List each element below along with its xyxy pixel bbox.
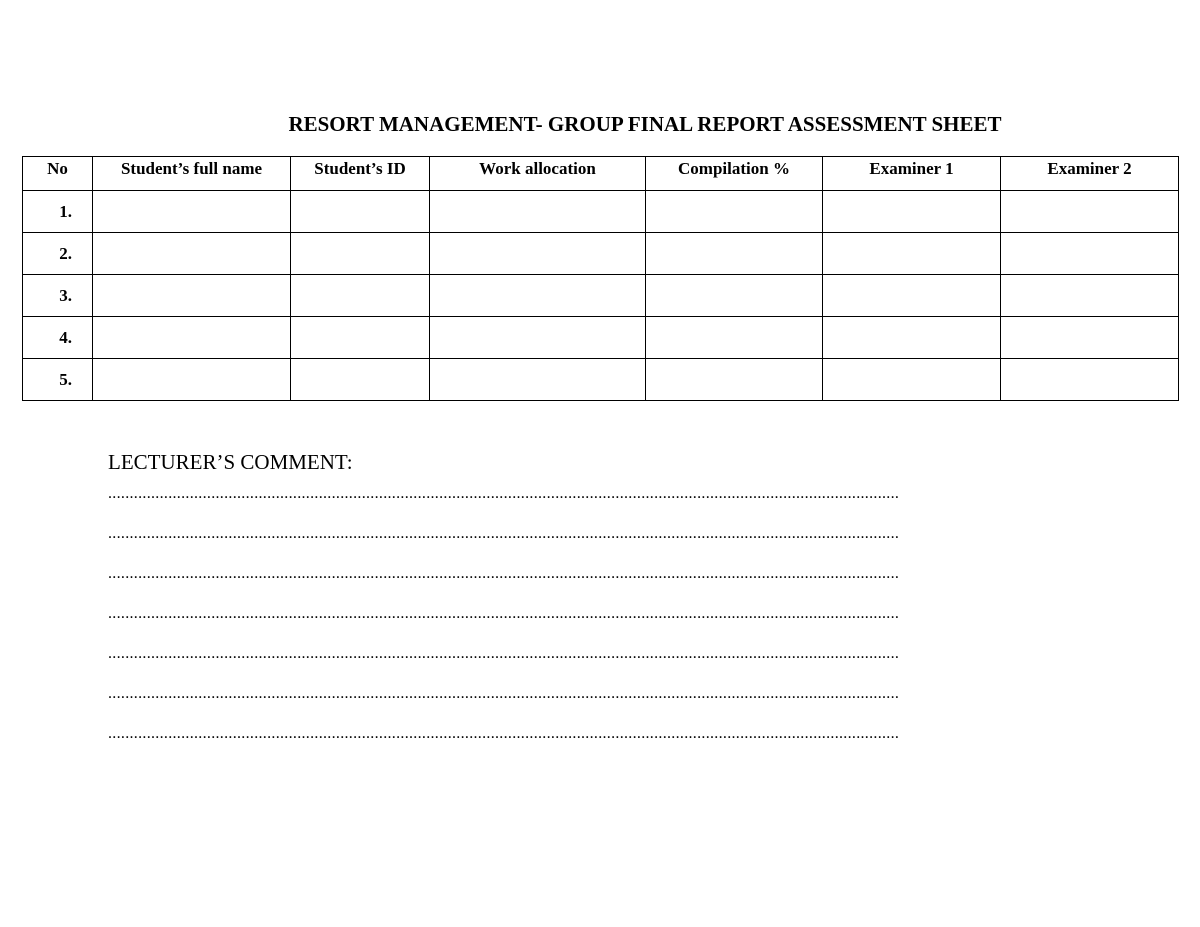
comment-line[interactable] [108, 524, 1163, 564]
header-work-allocation: Work allocation [430, 157, 646, 191]
header-student-id: Student’s ID [291, 157, 430, 191]
row-number: 5. [23, 359, 93, 401]
table-row [23, 275, 1179, 317]
id-cell[interactable] [291, 191, 430, 233]
examiner-2-cell[interactable] [1001, 233, 1179, 275]
comment-line[interactable] [108, 684, 1163, 724]
examiner-2-cell[interactable] [1001, 359, 1179, 401]
dotted-line: ........................................................................................................................................................................................ [108, 685, 900, 702]
comment-line[interactable] [108, 564, 1163, 604]
id-cell[interactable] [291, 275, 430, 317]
header-row [23, 157, 1179, 191]
table-row [23, 359, 1179, 401]
table-row [23, 191, 1179, 233]
table-row [23, 233, 1179, 275]
lecturer-comment-label: LECTURER’S COMMENT: [108, 450, 353, 474]
table-header [23, 157, 1179, 191]
lecturer-comment-section [108, 448, 1163, 764]
name-cell[interactable] [93, 359, 291, 401]
work-allocation-cell[interactable] [430, 191, 646, 233]
compilation-cell[interactable] [646, 317, 823, 359]
comment-line[interactable] [108, 724, 1163, 764]
compilation-cell[interactable] [646, 233, 823, 275]
work-allocation-cell[interactable] [430, 317, 646, 359]
compilation-cell[interactable] [646, 191, 823, 233]
id-cell[interactable] [291, 359, 430, 401]
row-number: 2. [23, 233, 93, 275]
page-title: RESORT MANAGEMENT- GROUP FINAL REPORT ASSESSMENT SHEET [288, 112, 1002, 136]
compilation-cell[interactable] [646, 275, 823, 317]
assessment-table [22, 156, 1179, 401]
dotted-line: ........................................................................................................................................................................................ [108, 725, 900, 742]
name-cell[interactable] [93, 317, 291, 359]
examiner-1-cell[interactable] [823, 359, 1001, 401]
id-cell[interactable] [291, 233, 430, 275]
id-cell[interactable] [291, 317, 430, 359]
work-allocation-cell[interactable] [430, 359, 646, 401]
row-number: 4. [23, 317, 93, 359]
examiner-1-cell[interactable] [823, 233, 1001, 275]
table-body [23, 191, 1179, 401]
dotted-line: ........................................................................................................................................................................................ [108, 525, 900, 542]
header-no: No [23, 157, 93, 191]
header-student-name: Student’s full name [93, 157, 291, 191]
examiner-1-cell[interactable] [823, 317, 1001, 359]
header-compilation: Compilation % [646, 157, 823, 191]
comment-line[interactable] [108, 484, 1163, 524]
work-allocation-cell[interactable] [430, 275, 646, 317]
dotted-line: ........................................................................................................................................................................................ [108, 565, 900, 582]
examiner-1-cell[interactable] [823, 191, 1001, 233]
comment-lines [108, 484, 1163, 764]
examiner-2-cell[interactable] [1001, 191, 1179, 233]
dotted-line: ........................................................................................................................................................................................ [108, 645, 900, 662]
examiner-2-cell[interactable] [1001, 317, 1179, 359]
header-examiner-1: Examiner 1 [823, 157, 1001, 191]
work-allocation-cell[interactable] [430, 233, 646, 275]
name-cell[interactable] [93, 233, 291, 275]
name-cell[interactable] [93, 191, 291, 233]
dotted-line: ........................................................................................................................................................................................ [108, 605, 900, 622]
comment-line[interactable] [108, 644, 1163, 684]
row-number: 3. [23, 275, 93, 317]
name-cell[interactable] [93, 275, 291, 317]
table-row [23, 317, 1179, 359]
compilation-cell[interactable] [646, 359, 823, 401]
header-examiner-2: Examiner 2 [1001, 157, 1179, 191]
row-number: 1. [23, 191, 93, 233]
dotted-line: ........................................................................................................................................................................................ [108, 485, 900, 502]
examiner-1-cell[interactable] [823, 275, 1001, 317]
examiner-2-cell[interactable] [1001, 275, 1179, 317]
comment-line[interactable] [108, 604, 1163, 644]
